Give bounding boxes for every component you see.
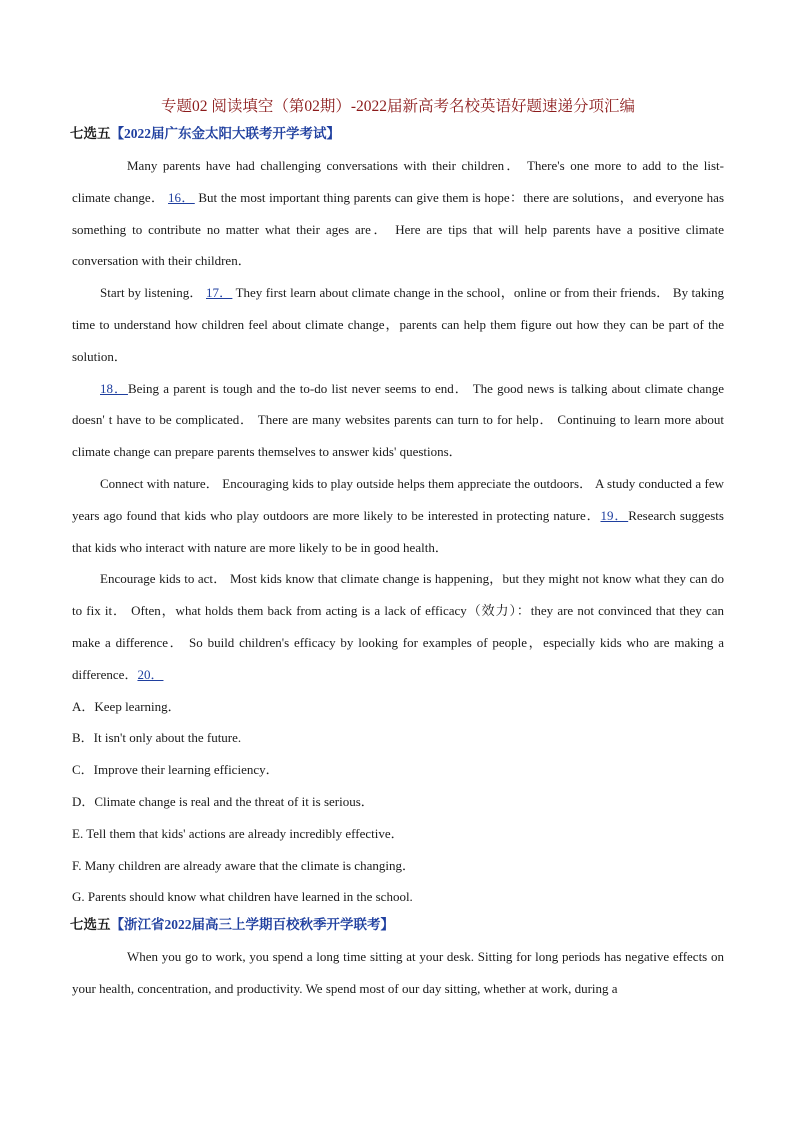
option-f: F. Many children are already aware that the climate is changing．: [72, 857, 415, 873]
document-title: 专题02 阅读填空（第02期）-2022届新高考名校英语好题速递分项汇编: [160, 98, 636, 115]
document-page: [72, 96, 724, 1005]
blank-17: 17．: [206, 285, 233, 301]
option-b: B．It isn't only about the future.: [72, 730, 242, 746]
blank-20: 20．: [137, 666, 164, 682]
option-e: E. Tell them that kids' actions are already incredibly effective．: [72, 825, 404, 841]
paragraph-2: Start by listening． 17． They first learn about climate change in the school，online or from their friends． By taking time to understand how children feel about climate change，parents can help them figure out how they can be part of the solution．: [72, 285, 724, 364]
paragraph-5: Encourage kids to act． Most kids know that climate change is happening，but they might not know what they can do to fix it． Often，what holds them back from acting is a lack of efficacy（效力）：they are not convinced that they can make a difference． So build children's efficacy by looking for examples of people，especially kids who are making a difference．20．: [72, 571, 724, 682]
blank-18: 18．: [100, 380, 128, 396]
section-source: 【2022届广东金太阳大联考开学考试】: [110, 126, 340, 141]
option-c: C．Improve their learning efficiency．: [72, 762, 279, 778]
section-label: 七选五: [70, 917, 111, 933]
section-source: 【浙江省2022届高三上学期百校秋季开学联考】: [110, 917, 394, 933]
section-heading-1: [70, 124, 724, 144]
option-g: G. Parents should know what children have learned in the school.: [72, 889, 413, 905]
option-d: D．Climate change is real and the threat of it is serious．: [72, 793, 374, 809]
section-label: 七选五: [70, 126, 111, 141]
blank-16: 16．: [168, 189, 195, 205]
paragraph-1: Many parents have had challenging conversations with their children． There's one more to add to the list- climate change． 16． But the most important thing parents can give them is hope：there are solutions，and everyone has something to contribute no matter what their ages are． Here are tips that will help parents have a positive climate conversation with their children．: [72, 158, 725, 269]
paragraph-4: Connect with nature． Encouraging kids to play outside helps them appreciate the outdoors． A study conducted a few years ago found that kids who play outdoors are more likely to be interested in protecting nature．19．Research suggests that kids who interact with nature are more likely to be in good health．: [72, 475, 724, 555]
paragraph-3: 18．Being a parent is tough and the to-do list never seems to end． The good news is talking about climate change doesn' t have to be complicated． There are many websites parents can turn to for help． Continuing to learn more about climate change can prepare parents themselves to answer kids' questions．: [72, 380, 724, 460]
option-a: A．Keep learning．: [72, 698, 181, 714]
section-heading-2: [70, 915, 724, 935]
paragraph-6: When you go to work, you spend a long time sitting at your desk. Sitting for long periods has negative effects on your health, concentration, and productivity. We spend most of our day sitting, whether at work, during a: [72, 949, 724, 996]
blank-19: 19．: [600, 507, 629, 523]
